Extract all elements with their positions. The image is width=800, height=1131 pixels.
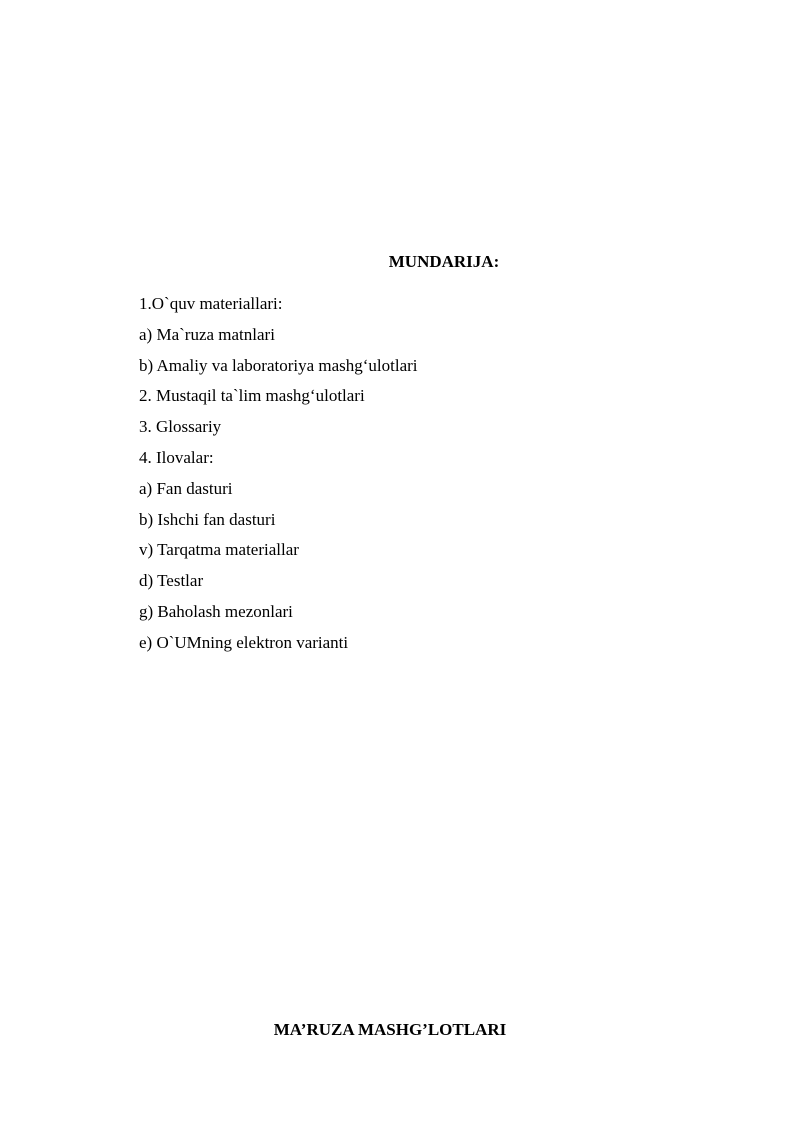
- toc-item: e) O`UMning elektron varianti: [139, 632, 349, 652]
- toc-item: 3. Glossariy: [139, 417, 222, 437]
- toc-item: 4. Ilovalar:: [139, 447, 214, 467]
- toc-title: MUNDARIJA:: [388, 252, 500, 271]
- toc-item: 2. Mustaqil ta`lim mashg‘ulotlari: [139, 386, 365, 406]
- toc-item: a) Fan dasturi: [139, 478, 233, 498]
- toc-item: a) Ma`ruza matnlari: [139, 324, 275, 344]
- toc-item: 1.O`quv materiallari:: [139, 294, 283, 313]
- toc-item: v) Tarqatma materiallar: [139, 540, 299, 560]
- toc-item: b) Ishchi fan dasturi: [139, 509, 276, 529]
- toc-list: [139, 293, 418, 663]
- section-title: MA’RUZA MASHG’LOTLARI: [273, 1020, 507, 1039]
- toc-item: b) Amaliy va laboratoriya mashg‘ulotlari: [139, 355, 418, 375]
- toc-item: g) Baholash mezonlari: [139, 601, 293, 621]
- toc-item: d) Testlar: [139, 571, 204, 591]
